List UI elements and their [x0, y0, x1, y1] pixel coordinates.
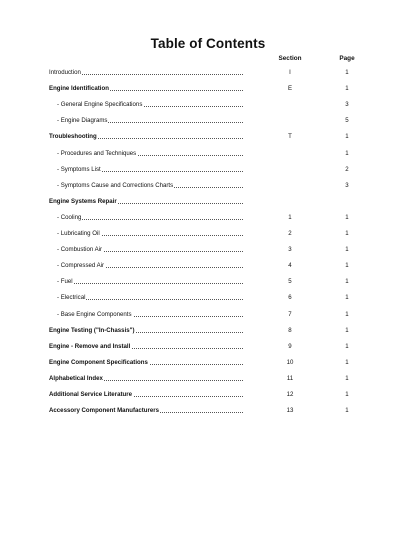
toc-entry-label: Troubleshooting — [49, 133, 97, 141]
toc-page-number: 5 — [345, 117, 349, 125]
toc-entry — [57, 245, 243, 254]
toc-row[interactable] — [0, 84, 416, 93]
toc-page-number: 1 — [345, 230, 349, 237]
toc-entry-leader — [49, 197, 243, 206]
toc-entry — [49, 342, 243, 351]
toc-row[interactable] — [0, 342, 416, 351]
toc-row[interactable] — [0, 261, 416, 270]
toc-row[interactable] — [0, 100, 416, 109]
toc-entry-label: Alphabetical Index — [49, 374, 103, 382]
toc-entry-leader — [49, 374, 243, 383]
toc-page-number: 1 — [345, 407, 349, 415]
toc-section-number: 4 — [288, 262, 292, 270]
toc-row[interactable] — [0, 116, 416, 125]
toc-row[interactable] — [0, 326, 416, 335]
toc-entry — [57, 149, 243, 158]
toc-entry-label: - Fuel — [57, 278, 73, 286]
toc-section-number: 2 — [288, 230, 292, 237]
toc-section-number: 5 — [288, 278, 292, 286]
toc-section-number: 13 — [286, 407, 294, 415]
toc-entry — [49, 197, 243, 206]
toc-row[interactable] — [0, 374, 416, 383]
page-column-header: Page — [339, 55, 355, 62]
toc-entry — [57, 277, 243, 286]
section-column-header: Section — [278, 55, 302, 62]
toc-entry-leader — [57, 310, 243, 319]
toc-entry-leader — [57, 165, 243, 174]
toc-page-number: 1 — [345, 278, 349, 286]
toc-section-number: I — [289, 69, 291, 76]
toc-entry — [57, 116, 243, 125]
toc-entry-leader — [57, 261, 243, 270]
toc-entry-label: - Base Engine Components — [57, 310, 132, 318]
toc-entry-label: Engine Systems Repair — [49, 197, 117, 205]
toc-entry-label: - Lubricating Oil — [57, 230, 100, 237]
toc-row[interactable] — [0, 358, 416, 367]
toc-page-number: 1 — [345, 262, 349, 270]
toc-page-number: 1 — [345, 391, 349, 398]
toc-entry — [57, 100, 243, 109]
toc-page-number: 1 — [345, 358, 349, 366]
toc-row[interactable] — [0, 229, 416, 238]
toc-row[interactable] — [0, 132, 416, 141]
toc-row[interactable] — [0, 293, 416, 302]
toc-entry — [57, 293, 243, 302]
dot-leader — [57, 283, 243, 284]
toc-entry — [57, 165, 243, 174]
toc-entry-label: Engine Testing ("In-Chassis") — [49, 326, 135, 334]
toc-entry — [49, 68, 243, 77]
toc-page-number: 1 — [345, 310, 349, 318]
toc-row[interactable] — [0, 406, 416, 415]
toc-section-number: E — [287, 85, 293, 93]
toc-row[interactable] — [0, 197, 416, 206]
toc-entry-label: - Symptoms Cause and Corrections Charts — [57, 181, 174, 189]
toc-row[interactable] — [0, 277, 416, 286]
toc-entry-label: Engine Identification — [49, 85, 109, 93]
toc-entry-leader — [57, 100, 243, 109]
toc-entry-label: - Procedures and Techniques — [57, 149, 137, 157]
toc-entry-leader — [49, 406, 243, 415]
toc-page-number: 1 — [345, 246, 349, 254]
toc-page-number: 1 — [345, 133, 349, 141]
toc-row[interactable] — [0, 149, 416, 158]
toc-page-number: 1 — [345, 69, 349, 76]
toc-page-number: 2 — [345, 165, 349, 173]
toc-entry — [57, 181, 243, 190]
toc-row[interactable] — [0, 390, 416, 399]
toc-section-number: 8 — [288, 326, 292, 334]
toc-entry — [57, 261, 243, 270]
toc-entry-label: Engine - Remove and Install — [49, 342, 131, 350]
toc-entry — [49, 326, 243, 335]
toc-entry — [49, 406, 243, 415]
toc-entry-leader — [57, 229, 243, 238]
toc-section-number: T — [288, 133, 292, 141]
toc-entry — [49, 132, 243, 141]
toc-entry-leader — [49, 68, 243, 77]
toc-entry-leader — [57, 245, 243, 254]
page-title: Table of Contents — [150, 36, 266, 51]
toc-section-number: 1 — [288, 213, 292, 221]
toc-section-number: 12 — [286, 391, 294, 398]
toc-section-number: 9 — [288, 342, 292, 350]
toc-entry — [49, 390, 243, 399]
toc-entry-leader — [57, 181, 243, 190]
toc-entry-label: Introduction — [49, 69, 81, 76]
toc-entry-leader — [57, 116, 243, 125]
toc-entry-leader — [57, 293, 243, 302]
toc-entry — [49, 358, 243, 367]
toc-entry — [57, 310, 243, 319]
toc-section-number: 7 — [288, 310, 292, 318]
toc-entry — [49, 84, 243, 93]
toc-entry-leader — [49, 326, 243, 335]
toc-entry — [49, 374, 243, 383]
toc-entry-leader — [49, 358, 243, 367]
toc-entry-label: Accessory Component Manufacturers — [49, 407, 160, 415]
toc-row[interactable] — [0, 181, 416, 190]
toc-page-number: 1 — [345, 85, 349, 93]
toc-row[interactable] — [0, 310, 416, 319]
toc-page-number: 1 — [345, 294, 349, 302]
toc-page-number: 1 — [345, 342, 349, 350]
toc-entry-leader — [57, 213, 243, 222]
dot-leader — [57, 219, 243, 220]
toc-entry — [57, 229, 243, 238]
toc-entry-label: - Symptoms List — [57, 165, 101, 173]
toc-entry-leader — [57, 149, 243, 158]
toc-entry-label: - Cooling — [57, 213, 82, 221]
toc-entry-label: - General Engine Specifications — [57, 101, 143, 109]
toc-entry-label: - Compressed Air — [57, 262, 105, 270]
toc-entry-leader — [57, 277, 243, 286]
toc-page-number: 1 — [345, 326, 349, 334]
toc-section-number: 10 — [286, 358, 294, 366]
toc-page-number: 3 — [345, 181, 349, 189]
toc-entry-label: Additional Service Literature — [49, 391, 132, 398]
toc-row[interactable] — [0, 213, 416, 222]
toc-page-number: 3 — [345, 101, 349, 109]
toc-section-number: 3 — [288, 246, 292, 254]
toc-page-number: 1 — [345, 149, 349, 157]
toc-page-number: 1 — [345, 213, 349, 221]
toc-entry — [57, 213, 243, 222]
toc-page-number: 1 — [345, 374, 349, 382]
toc-section-number: 6 — [288, 294, 292, 302]
toc-entry-label: - Engine Diagrams — [57, 117, 108, 125]
toc-section-number: 11 — [286, 374, 294, 382]
toc-entry-leader — [49, 84, 243, 93]
toc-row[interactable] — [0, 68, 416, 77]
toc-entry-leader — [49, 342, 243, 351]
toc-row[interactable] — [0, 165, 416, 174]
toc-entry-leader — [49, 132, 243, 141]
toc-entry-label: Engine Component Specifications — [49, 358, 148, 366]
toc-entry-label: - Electrical — [57, 294, 86, 302]
toc-entry-label: - Combustion Air — [57, 246, 103, 254]
toc-row[interactable] — [0, 245, 416, 254]
toc-entry-leader — [49, 390, 243, 399]
